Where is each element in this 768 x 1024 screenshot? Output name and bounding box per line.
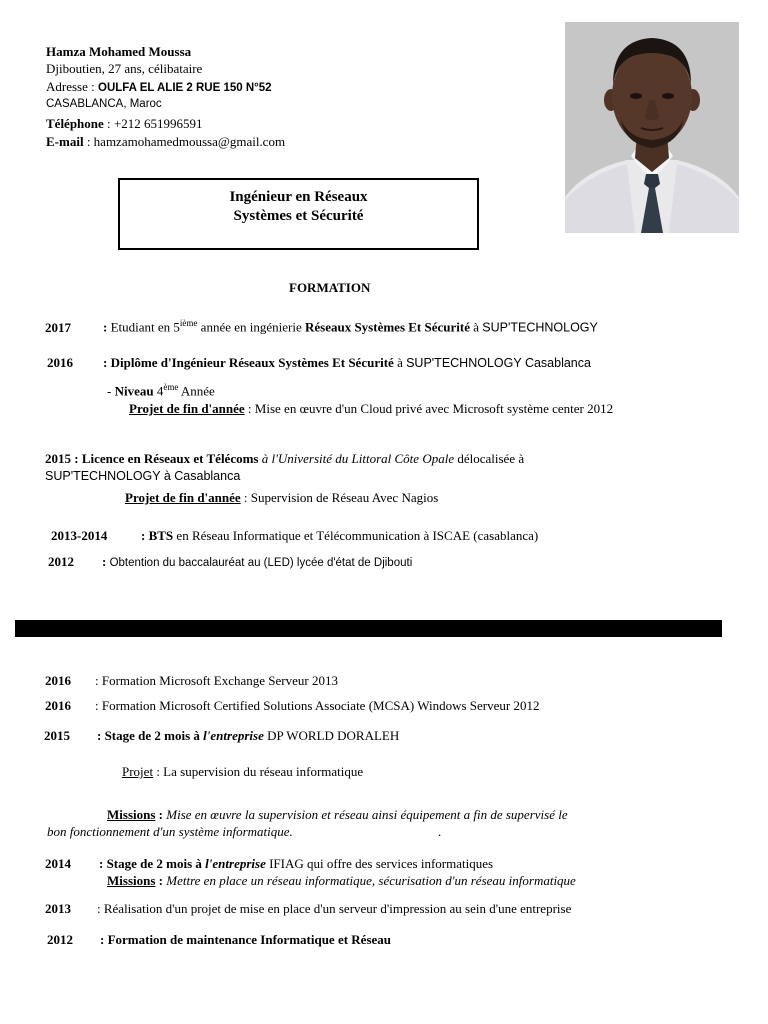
projet-label: Projet de fin d'année: [125, 490, 241, 505]
entry-colon: :: [141, 528, 146, 543]
entry-missions: [107, 873, 576, 889]
entry-school: SUP'TECHNOLOGY: [482, 320, 598, 335]
address-value: OULFA EL ALIE 2 RUE 150 N°52: [98, 82, 272, 94]
entry-university: à l'Université du Littoral Côte Opale: [258, 451, 455, 466]
job-title-box: [118, 178, 479, 250]
job-title-line1: Ingénieur en Réseaux: [229, 189, 368, 205]
entry-degree: Réseaux Systèmes Et Sécurité: [304, 319, 470, 335]
address-line: [46, 79, 272, 95]
entry-stage: : Stage de 2 mois à: [99, 856, 206, 871]
entry-post: à: [393, 355, 407, 370]
phone-line: [46, 116, 203, 132]
entry-year: 2014: [45, 856, 71, 871]
projet-label: Projet de fin d'année: [129, 401, 245, 416]
niveau-dash: -: [107, 383, 115, 399]
email-line: [46, 134, 285, 150]
entry-year: 2016: [47, 355, 73, 370]
entry-colon: :: [102, 554, 107, 569]
entry-text: [99, 856, 493, 872]
entry-projet: [125, 490, 438, 506]
entry-text: : Réalisation d'un projet de mise en place d'un serveur d'impression au sein d'une entreprise: [97, 901, 572, 916]
entry-post: délocalisée à: [454, 451, 525, 466]
missions-text: Mettre en place un réseau informatique, sécurisation d'un réseau informatique: [166, 873, 576, 888]
entry-missions: [107, 807, 568, 823]
entry-text: : Formation Microsoft Exchange Serveur 2013: [95, 673, 338, 688]
address-city: CASABLANCA, Maroc: [46, 98, 162, 110]
entry-year: 2016: [45, 673, 71, 688]
entry-post: à: [469, 319, 483, 335]
email-value: : hamzamohamedmoussa@gmail.com: [86, 134, 286, 149]
candidate-photo: [565, 22, 739, 233]
email-label: E-mail: [46, 134, 84, 149]
entry-text: : Formation Microsoft Certified Solutions Associate (MCSA) Windows Serveur 2012: [95, 698, 540, 713]
phone-value: : +212 651996591: [107, 116, 203, 131]
address-label: Adresse :: [46, 79, 95, 94]
entry-year: 2013: [45, 901, 71, 916]
section-heading-formation: FORMATION: [289, 280, 371, 295]
entry-stage: : Stage de 2 mois à: [97, 728, 204, 743]
entry-text: [141, 528, 538, 544]
projet-label: Projet: [122, 764, 154, 779]
missions-dot: .: [438, 824, 442, 839]
entry-company-label: l'entreprise: [203, 728, 264, 743]
entry-school: SUP'TECHNOLOGY Casablanca: [406, 356, 591, 370]
entry-year: 2012: [48, 554, 74, 569]
missions-text-line2: bon fonctionnement d'un système informatique.: [47, 824, 293, 839]
niveau-label: Niveau: [114, 383, 154, 399]
entry-degree: Diplôme d'Ingénieur Réseaux Systèmes Et Sécurité: [110, 355, 394, 370]
phone-label: Téléphone: [46, 116, 104, 131]
missions-text: Mise en œuvre la supervision et réseau ainsi équipement a fin de supervisé le: [166, 807, 568, 822]
niveau-num: 4: [153, 383, 164, 399]
missions-colon: :: [155, 873, 167, 888]
missions-label: Missions: [107, 807, 156, 822]
entry-year: 2013-2014: [51, 528, 108, 543]
entry-niveau: [107, 382, 215, 399]
projet-text: Mise en œuvre d'un Cloud privé avec Microsoft système center 2012: [254, 401, 614, 416]
projet-colon: :: [244, 401, 255, 416]
entry-school: SUP'TECHNOLOGY à Casablanca: [45, 469, 241, 483]
entry-projet: [129, 401, 613, 417]
entry-detail: en Réseau Informatique et Télécommunication à ISCAE (casablanca): [173, 528, 539, 543]
entry-year: 2012: [47, 932, 73, 947]
niveau-sup: ème: [163, 382, 179, 392]
entry-text: [103, 318, 598, 335]
job-title-line2: Systèmes et Sécurité: [233, 208, 364, 224]
entry-degree: 2015 : Licence en Réseaux et Télécoms: [45, 451, 259, 466]
entry-degree: BTS: [148, 528, 174, 543]
entry-mid: année en ingénierie: [197, 319, 305, 335]
entry-text: : Formation de maintenance Informatique et Réseau: [100, 932, 392, 947]
entry-colon: :: [103, 355, 108, 370]
candidate-name: Hamza Mohamed Moussa: [46, 44, 192, 59]
candidate-status: Djiboutien, 27 ans, célibataire: [46, 61, 203, 76]
niveau-post: Année: [178, 383, 215, 399]
entry-detail: Obtention du baccalauréat au (LED) lycée d'état de Djibouti: [109, 557, 413, 569]
portrait-image: [565, 22, 739, 233]
entry-year: 2016: [45, 698, 71, 713]
entry-year: 2017: [45, 320, 71, 335]
projet-text: : Supervision de Réseau Avec Nagios: [240, 490, 439, 505]
entry-text: [45, 451, 524, 467]
entry-sup: ième: [179, 318, 198, 328]
missions-colon: :: [155, 807, 167, 822]
entry-text: [103, 355, 591, 371]
entry-pre: Etudiant en 5: [110, 319, 180, 335]
entry-year: 2015: [44, 728, 70, 743]
entry-company-label: l'entreprise: [205, 856, 266, 871]
entry-projet: [122, 764, 363, 780]
entry-company: DP WORLD DORALEH: [263, 728, 400, 743]
entry-colon: :: [103, 319, 108, 335]
section-divider-bar: [15, 620, 722, 637]
projet-text: : La supervision du réseau informatique: [153, 764, 364, 779]
entry-text: [102, 554, 412, 570]
entry-company: IFIAG qui offre des services informatiques: [265, 856, 494, 871]
entry-text: [97, 728, 399, 744]
missions-label: Missions: [107, 873, 156, 888]
